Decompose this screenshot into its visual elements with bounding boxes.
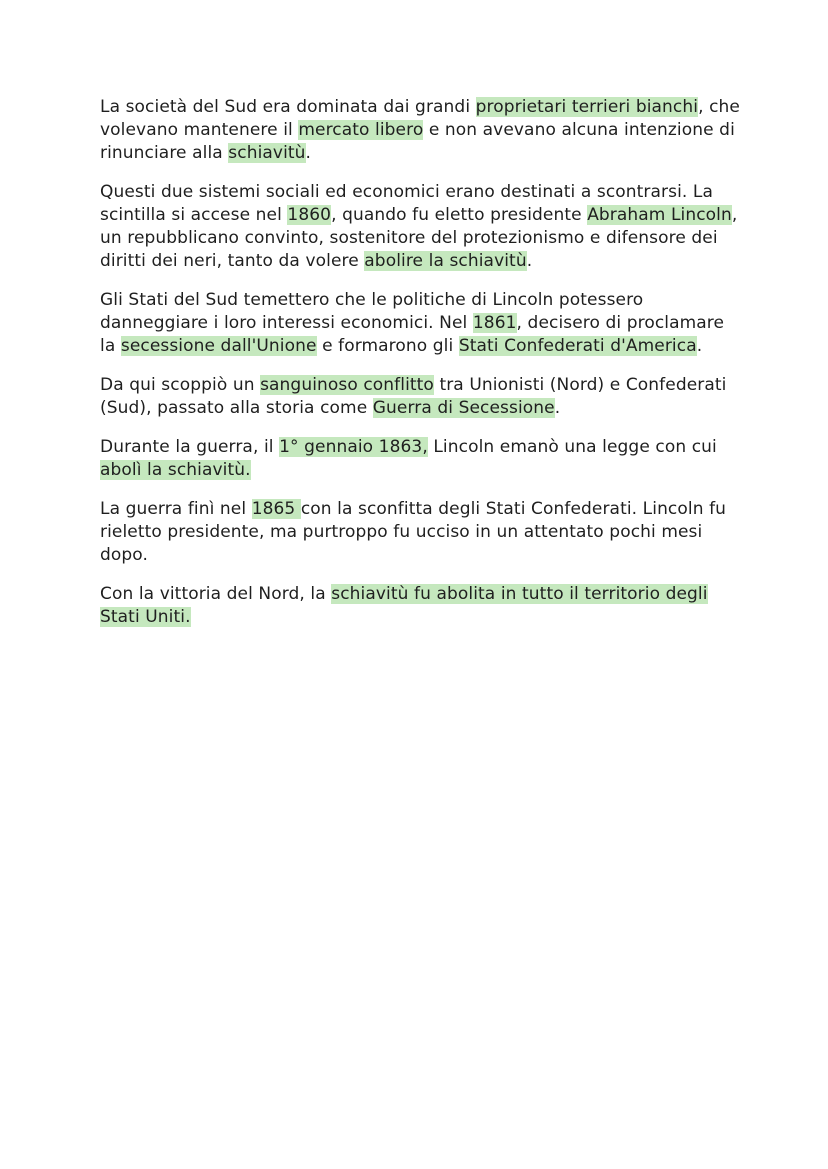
highlighted-text: sanguinoso conflitto (260, 375, 434, 395)
body-text: , che volevano mantenere il (100, 97, 740, 140)
highlighted-text: Stati Confederati d'America (458, 336, 697, 356)
body-text: . (554, 398, 561, 418)
paragraph (100, 374, 740, 420)
body-text: , quando fu eletto presidente (331, 205, 588, 225)
paragraph (100, 436, 740, 482)
highlighted-text: schiavitù (228, 143, 306, 163)
highlighted-text: Guerra di Secessione (372, 398, 555, 418)
body-text: e formarono gli (316, 336, 459, 356)
highlighted-text: Abraham Lincoln (587, 205, 732, 225)
highlighted-text: abolire la schiavitù (364, 251, 527, 271)
body-text: . (696, 336, 703, 356)
highlighted-text: 1860 (287, 205, 332, 225)
body-text: e non avevano alcuna intenzione di rinunciare alla (100, 120, 735, 163)
highlighted-text: schiavitù fu abolita in tutto il territorio degli Stati Uniti. (100, 584, 708, 627)
paragraph (100, 181, 740, 273)
highlighted-text: mercato libero (298, 120, 424, 140)
body-text: Con la vittoria del Nord, la (100, 584, 332, 604)
paragraph (100, 96, 740, 165)
body-text: Gli Stati del Sud temettero che le politiche di Lincoln potessero danneggiare i loro interessi economici. Nel (100, 290, 644, 333)
highlighted-text: 1861 (472, 313, 517, 333)
body-text: Durante la guerra, il (100, 437, 280, 457)
highlighted-text: 1865 (251, 499, 301, 519)
body-text: Questi due sistemi sociali ed economici erano destinati a scontrarsi. La scintilla si accese nel (100, 182, 713, 225)
body-text: Lincoln emanò una legge con cui (427, 437, 717, 457)
body-text: , decisero di proclamare la (100, 313, 725, 356)
highlighted-text: 1° gennaio 1863, (279, 437, 428, 457)
paragraph (100, 583, 740, 629)
paragraph (100, 498, 740, 567)
highlighted-text: proprietari terrieri bianchi (475, 97, 699, 117)
body-text: , un repubblicano convinto, sostenitore del protezionismo e difensore dei diritti dei neri, tanto da volere (100, 205, 738, 271)
document-page (100, 96, 740, 645)
body-text: La società del Sud era dominata dai grandi (100, 97, 476, 117)
body-text: tra Unionisti (Nord) e Confederati (Sud), passato alla storia come (100, 375, 727, 418)
highlighted-text: secessione dall'Unione (120, 336, 317, 356)
body-text: . (526, 251, 533, 271)
paragraph (100, 289, 740, 358)
body-text: La guerra finì nel (100, 499, 252, 519)
body-text: Da qui scoppiò un (100, 375, 261, 395)
body-text: . (305, 143, 312, 163)
body-text: con la sconfitta degli Stati Confederati. Lincoln fu rieletto presidente, ma purtroppo fu ucciso in un attentato pochi mesi dopo. (100, 499, 727, 565)
highlighted-text: abolì la schiavitù. (100, 460, 251, 480)
